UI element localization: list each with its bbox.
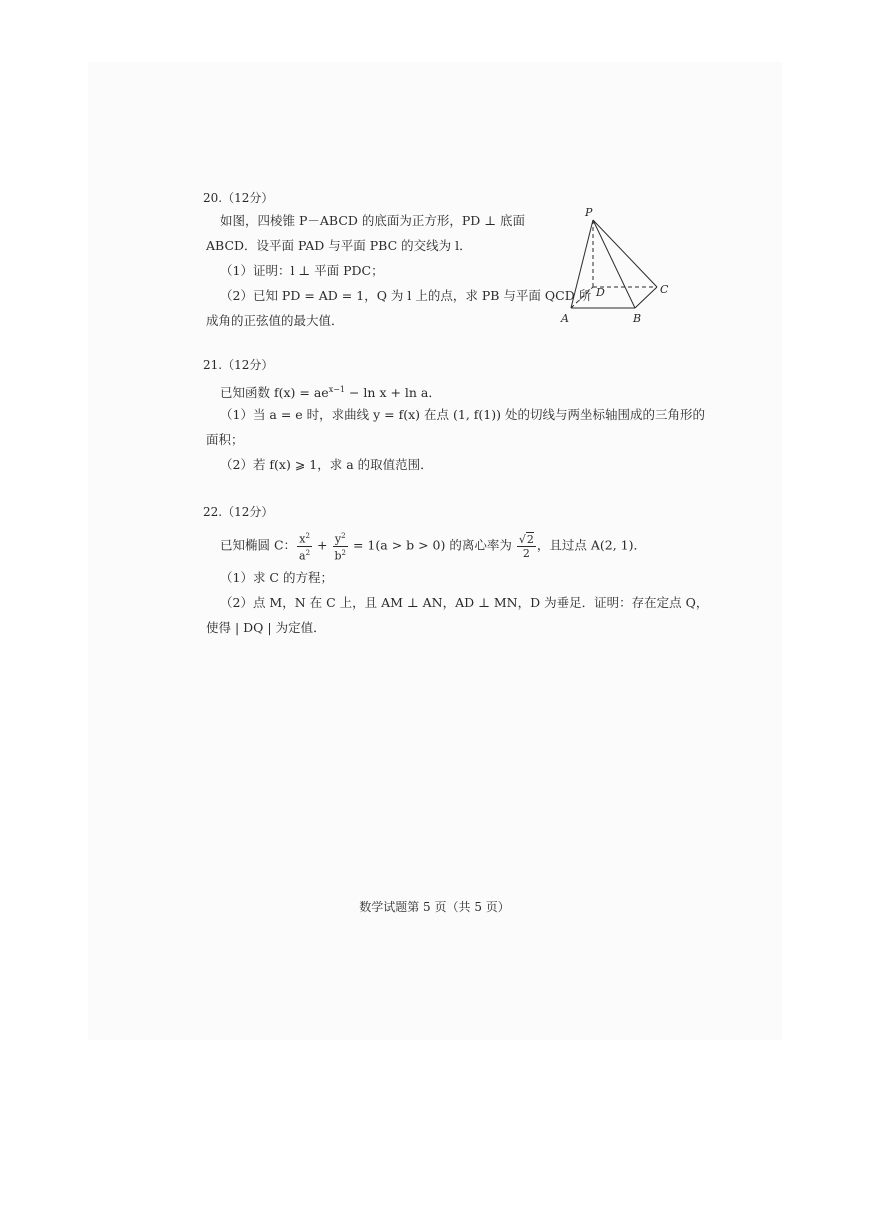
x-over-a-fraction: $\frac{x^2}{a^2}$ <box>299 532 311 563</box>
eccentricity-fraction: $\frac{√2}{2}$ <box>518 532 534 560</box>
q22-intro-c: ，且过点 A(2, 1)． <box>536 537 646 553</box>
q21-intro-exponent: x−1 <box>328 385 345 394</box>
q21-intro <box>220 382 441 401</box>
q22-part2-line2: 使得 | DQ | 为定值． <box>206 620 326 635</box>
q22-header: 22.（12分） <box>203 505 274 519</box>
y-over-b-fraction: $\frac{y^2}{b^2}$ <box>334 532 347 563</box>
q20-part2-line2: 成角的正弦值的最大值． <box>206 313 344 328</box>
label-a: A <box>561 312 569 325</box>
q22-intro-a: 已知椭圆 C： <box>220 537 297 553</box>
q20-header: 20.（12分） <box>203 191 274 205</box>
label-d: D <box>596 286 605 299</box>
q22-part2-line1: （2）点 M，N 在 C 上，且 AM ⊥ AN，AD ⊥ MN，D 为垂足．证明：存在定点 Q， <box>220 595 709 610</box>
q20-part2-line1: （2）已知 PD = AD = 1，Q 为 l 上的点，求 PB 与平面 QCD 所 <box>220 288 592 303</box>
q21-intro-a: 已知函数 f(x) = ae <box>220 385 329 400</box>
q21-header: 21.（12分） <box>203 358 274 372</box>
plus-sign: + <box>313 537 332 553</box>
q22-intro <box>220 530 646 562</box>
edge-ad-hidden <box>571 287 593 308</box>
q21-part1-line1: （1）当 a = e 时，求曲线 y = f(x) 在点 (1, f(1)) 处的切线与两坐标轴围成的三角形的 <box>220 407 705 422</box>
page-footer: 数学试题第 5 页（共 5 页） <box>359 900 510 914</box>
edge-pa <box>571 220 593 308</box>
q21-part2: （2）若 f(x) ⩾ 1，求 a 的取值范围． <box>220 457 433 472</box>
q22-part1: （1）求 C 的方程； <box>220 570 333 585</box>
q20-line1: 如图，四棱锥 P－ABCD 的底面为正方形，PD ⊥ 底面 <box>220 213 526 228</box>
pyramid-figure <box>555 200 675 330</box>
edge-pc <box>593 220 657 287</box>
label-p: P <box>585 206 593 219</box>
q21-part1-line2: 面积； <box>206 432 244 447</box>
label-c: C <box>660 283 669 296</box>
q21-intro-b: − ln x + ln a． <box>345 385 441 400</box>
q20-line2: ABCD．设平面 PAD 与平面 PBC 的交线为 l． <box>206 238 472 253</box>
q22-intro-b: = 1(a > b > 0) 的离心率为 <box>349 537 516 553</box>
q20-part1: （1）证明：l ⊥ 平面 PDC； <box>220 263 384 278</box>
edge-bc <box>635 287 657 308</box>
label-b: B <box>633 312 642 325</box>
